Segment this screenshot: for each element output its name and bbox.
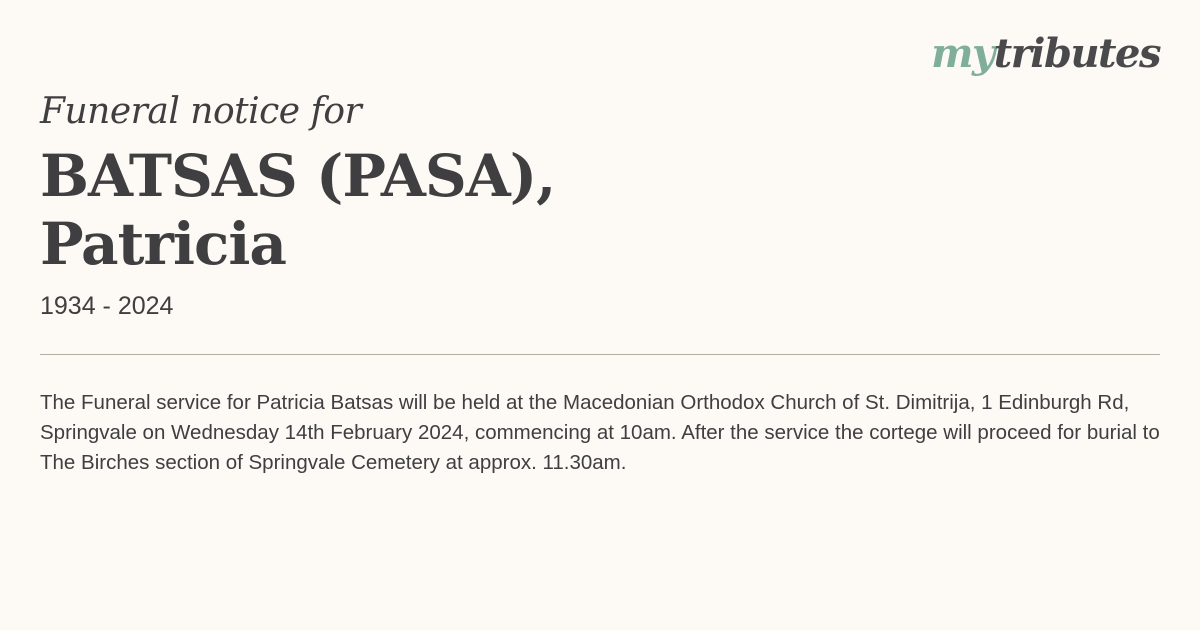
life-years: 1934 - 2024: [40, 292, 174, 320]
logo-tributes-text: tributes: [993, 30, 1160, 77]
divider: [40, 354, 1160, 355]
deceased-surname: BATSAS (PASA),: [40, 142, 556, 210]
mytributes-logo[interactable]: [931, 30, 1160, 77]
notice-intro: Funeral notice for: [40, 91, 362, 132]
deceased-given-name: Patricia: [40, 210, 286, 278]
notice-body: The Funeral service for Patricia Batsas will be held at the Macedonian Orthodox Church of St. Dimitrija, 1 Edinburgh Rd, Springvale on Wednesday 14th February 2024, commencing at 10am. After the service the cortege will proceed for burial to The Birches section of Springvale Cemetery at approx. 11.30am.: [40, 391, 1160, 474]
deceased-name: [40, 142, 555, 278]
logo-my-text: my: [931, 30, 994, 77]
